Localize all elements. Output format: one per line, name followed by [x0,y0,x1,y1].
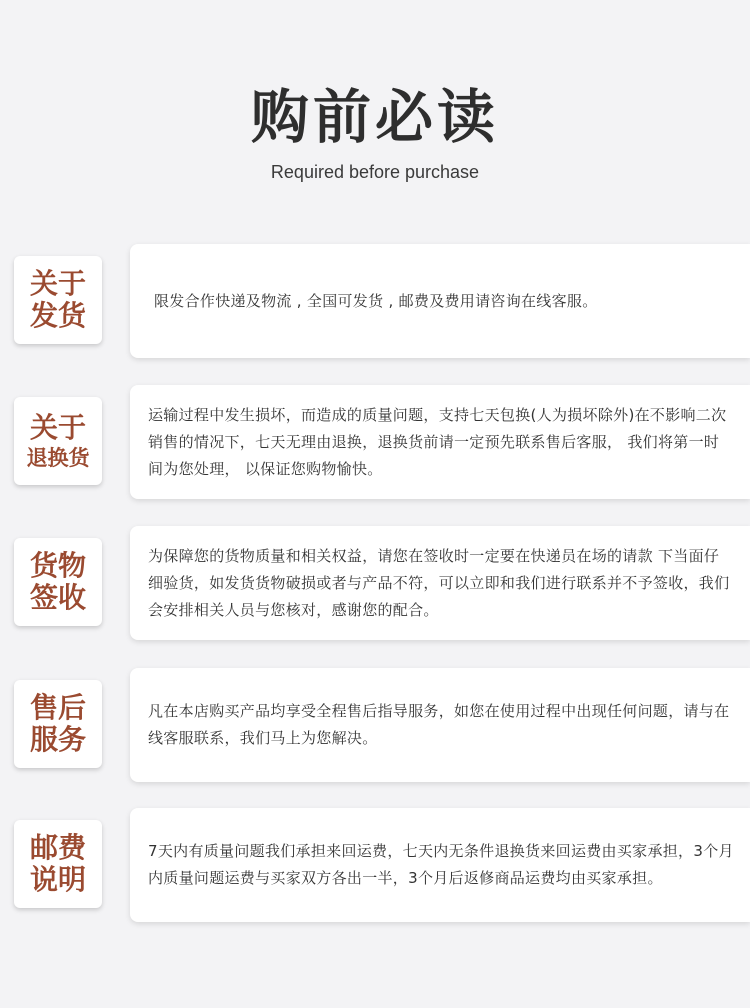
section-content-box [130,526,750,640]
section-label-line1: 售后 [29,690,86,724]
page-subtitle: Required before purchase [270,162,480,182]
section-returns [0,385,750,501]
section-content-box [130,244,750,358]
section-label-badge [14,397,102,485]
section-postage [0,808,750,924]
section-label-badge [14,256,102,344]
section-content-box [130,808,750,922]
section-content-box [130,385,750,499]
section-label-line2: 签收 [29,581,86,614]
section-label-line2: 退换货 [26,446,90,471]
section-text: 7天内有质量问题我们承担来回运费，七天内无条件退换货来回运费由买家承担，3个月内质量问题运费与买家双方各出一半，3个月后返修商品运费均由买家承担。 [148,842,734,887]
section-label-line2: 说明 [29,863,86,896]
section-shipping [0,244,750,360]
section-text: 为保障您的货物质量和相关权益，请您在签收时一定要在快递员在场的请款 下当面仔细验货，如发货货物破损或者与产品不符，可以立即和我们进行联系并不予签收，我们会安排相关人员与您核对，感谢您的配合。 [148,546,730,619]
section-label-badge [14,538,102,626]
section-text: 限发合作快递及物流 , 全国可发货 , 邮费及费用请咨询在线客服。 [154,291,598,310]
section-receipt [0,526,750,642]
page-title: 购前必读 [250,83,499,151]
section-content-box [130,668,750,782]
section-text: 凡在本店购买产品均享受全程售后指导服务，如您在使用过程中出现任何问题，请与在线客服联系，我们马上为您解决。 [148,702,730,747]
section-label-line1: 邮费 [29,830,86,864]
page-header [0,0,750,230]
section-label-line1: 货物 [29,548,86,582]
section-text: 运输过程中发生损坏，而造成的质量问题，支持七天包换(人为损坏除外)在不影响二次销售的情况下，七天无理由退换，退换货前请一定预先联系售后客服， 我们将第一时间为您处理， 以保证您购物愉快。 [148,405,727,478]
section-label-line2: 发货 [29,299,86,332]
section-label-badge [14,680,102,768]
section-label-line1: 关于 [29,410,86,444]
section-after-sales [0,668,750,784]
section-label-badge [14,820,102,908]
section-label-line1: 关于 [29,266,86,300]
section-label-line2: 服务 [29,723,86,756]
